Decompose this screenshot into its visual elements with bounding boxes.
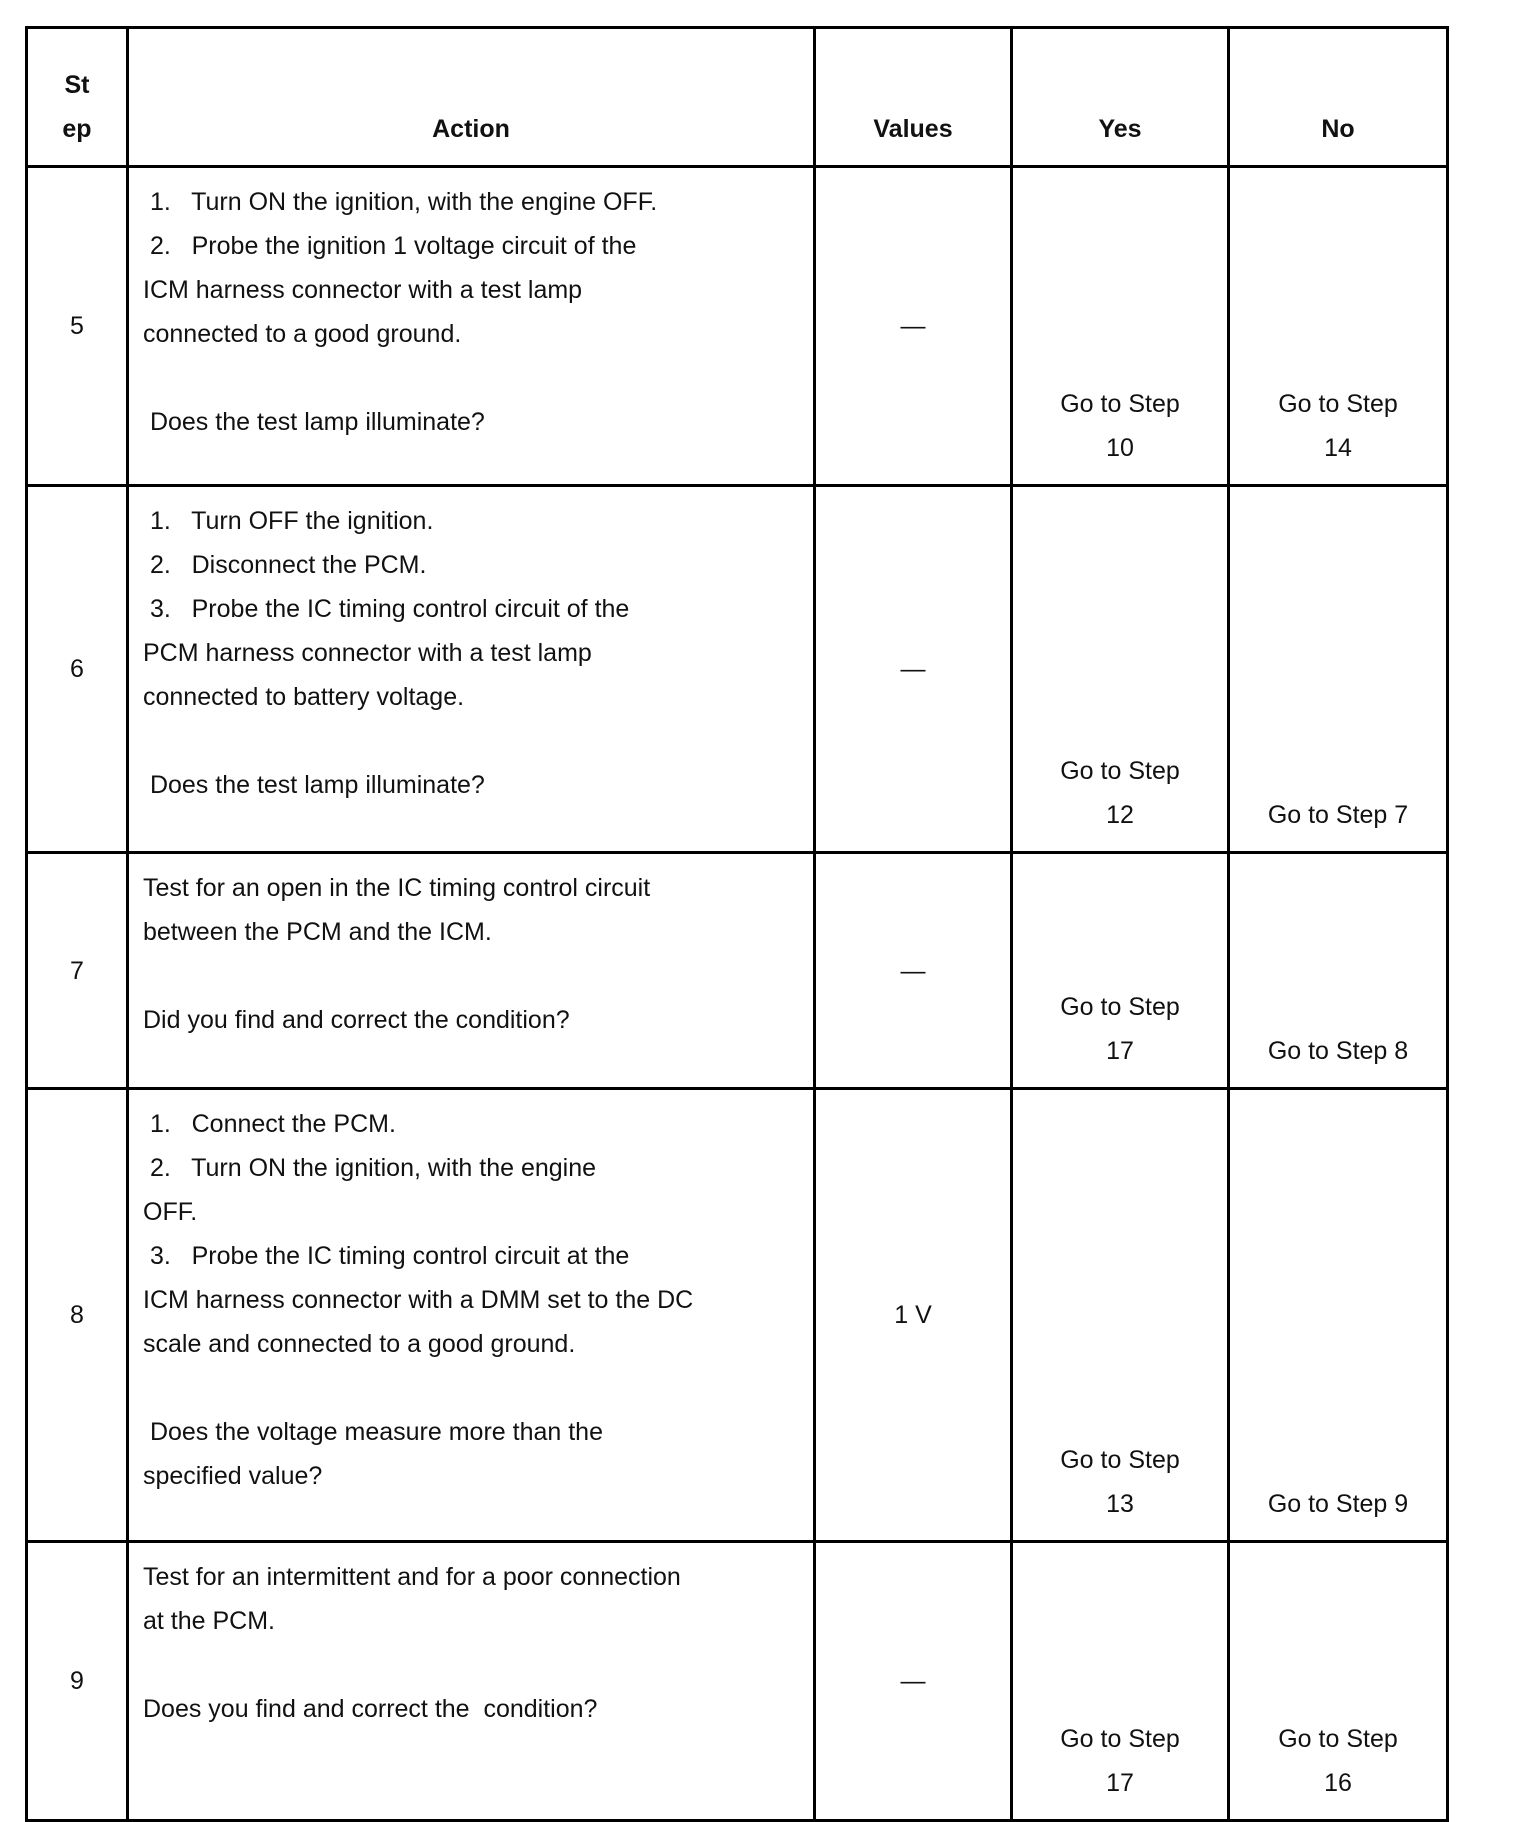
diagnostic-table	[25, 26, 1449, 1822]
yes-cell	[1012, 1089, 1229, 1542]
action-line: 1. Connect the PCM.	[143, 1110, 396, 1138]
no-result: Go to Step 7	[1267, 801, 1409, 829]
table-row	[27, 167, 1448, 486]
table-row	[27, 1542, 1448, 1821]
header-row	[27, 28, 1448, 167]
action-line: at the PCM.	[143, 1607, 275, 1635]
no-cell	[1229, 486, 1448, 853]
action-line: ICM harness connector with a test lamp	[143, 276, 583, 304]
no-cell	[1229, 167, 1448, 486]
action-line: scale and connected to a good ground.	[143, 1330, 576, 1358]
yes-cell	[1012, 486, 1229, 853]
header-step: St ep	[27, 28, 128, 167]
spacer	[143, 356, 799, 400]
action-line: Test for an open in the IC timing control circuit	[143, 874, 651, 902]
step-number: 6	[27, 486, 128, 853]
yes-result: Go to Step 12	[1060, 757, 1180, 829]
action-line: 2. Disconnect the PCM.	[143, 551, 427, 579]
question-line: Does the test lamp illuminate?	[143, 408, 485, 436]
value-cell: —	[815, 853, 1012, 1089]
value-cell: —	[815, 1542, 1012, 1821]
action-line: PCM harness connector with a test lamp	[143, 639, 592, 667]
action-line: 2. Turn ON the ignition, with the engine	[143, 1154, 597, 1182]
no-cell	[1229, 853, 1448, 1089]
question-line: Does the voltage measure more than the	[143, 1418, 603, 1446]
action-line: between the PCM and the ICM.	[143, 918, 492, 946]
action-cell	[128, 1542, 815, 1821]
table-row	[27, 853, 1448, 1089]
action-line: OFF.	[143, 1198, 198, 1226]
step-number: 5	[27, 167, 128, 486]
action-line: 1. Turn OFF the ignition.	[143, 507, 434, 535]
yes-result: Go to Step 13	[1060, 1446, 1180, 1518]
action-line: 1. Turn ON the ignition, with the engine OFF.	[143, 188, 658, 216]
no-result: Go to Step 14	[1278, 390, 1398, 462]
yes-result: Go to Step 10	[1060, 390, 1180, 462]
action-line: connected to a good ground.	[143, 320, 462, 348]
action-line: 2. Probe the ignition 1 voltage circuit of the	[143, 232, 637, 260]
table-body	[27, 167, 1448, 1821]
action-line: 3. Probe the IC timing control circuit at the	[143, 1242, 630, 1270]
step-number: 7	[27, 853, 128, 1089]
table-row	[27, 486, 1448, 853]
question-line: Does the test lamp illuminate?	[143, 771, 485, 799]
value-cell: 1 V	[815, 1089, 1012, 1542]
yes-cell	[1012, 1542, 1229, 1821]
yes-cell	[1012, 853, 1229, 1089]
action-cell	[128, 1089, 815, 1542]
yes-result: Go to Step 17	[1060, 1725, 1180, 1797]
header-action: Action	[128, 28, 815, 167]
question-line: Did you find and correct the condition?	[143, 1006, 570, 1034]
table-row	[27, 1089, 1448, 1542]
no-result: Go to Step 16	[1278, 1725, 1398, 1797]
step-number: 9	[27, 1542, 128, 1821]
spacer	[143, 954, 799, 998]
no-result: Go to Step 9	[1267, 1490, 1409, 1518]
action-cell	[128, 486, 815, 853]
no-cell	[1229, 1089, 1448, 1542]
yes-cell	[1012, 167, 1229, 486]
header-values: Values	[815, 28, 1012, 167]
header-no: No	[1229, 28, 1448, 167]
step-number: 8	[27, 1089, 128, 1542]
question-line: specified value?	[143, 1462, 323, 1490]
question-line: Does you find and correct the condition?	[143, 1695, 598, 1723]
value-cell: —	[815, 167, 1012, 486]
action-line: Test for an intermittent and for a poor connection	[143, 1563, 681, 1591]
yes-result: Go to Step 17	[1060, 993, 1180, 1065]
spacer	[143, 719, 799, 763]
action-cell	[128, 167, 815, 486]
action-line: connected to battery voltage.	[143, 683, 465, 711]
header-yes: Yes	[1012, 28, 1229, 167]
action-line: ICM harness connector with a DMM set to the DC	[143, 1286, 694, 1314]
no-cell	[1229, 1542, 1448, 1821]
no-result: Go to Step 8	[1267, 1037, 1409, 1065]
spacer	[143, 1643, 799, 1687]
spacer	[143, 1366, 799, 1410]
action-line: 3. Probe the IC timing control circuit of the	[143, 595, 630, 623]
value-cell: —	[815, 486, 1012, 853]
action-cell	[128, 853, 815, 1089]
